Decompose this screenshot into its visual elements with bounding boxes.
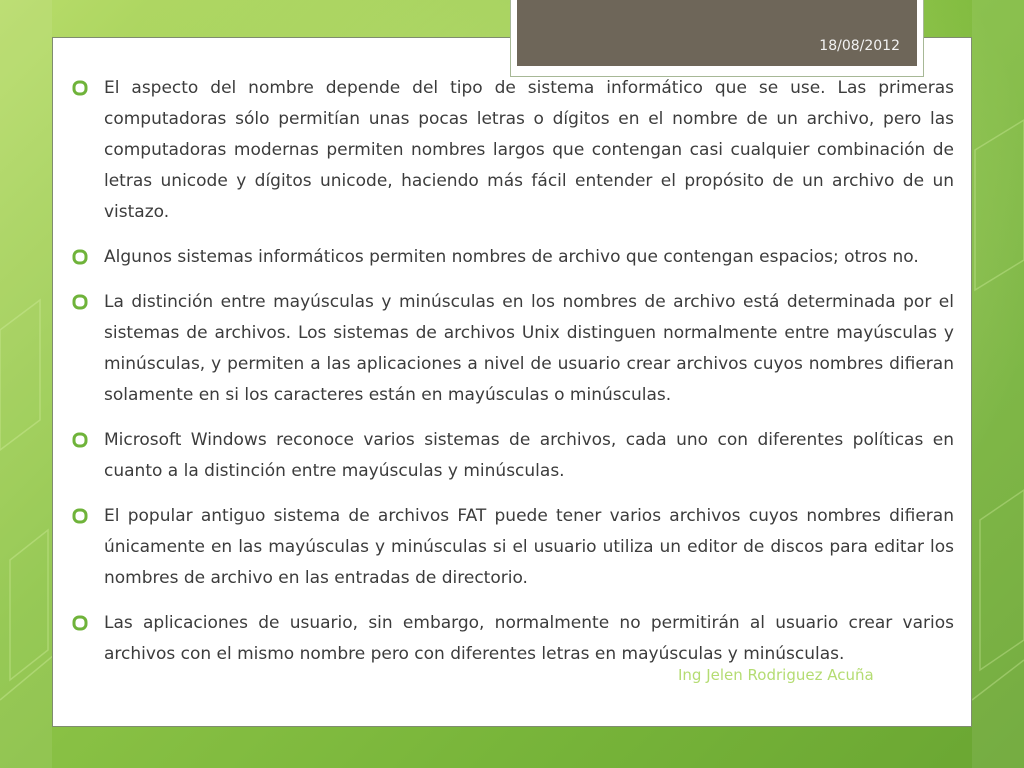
hollow-square-bullet-icon [72, 432, 88, 448]
slide-footer: Ing Jelen Rodriguez Acuña [678, 666, 874, 684]
bullet-text: Algunos sistemas informáticos permiten nombres de archivo que contengan espacios; otros no. [104, 247, 919, 267]
bullet-item-5 [72, 501, 954, 594]
bullet-text: Las aplicaciones de usuario, sin embargo, normalmente no permitirán al usuario crear varios archivos con el mismo nombre pero con diferentes letras en mayúsculas y minúsculas. [104, 613, 954, 664]
bullet-list [72, 73, 954, 684]
bullet-item-4 [72, 425, 954, 487]
bullet-item-6 [72, 608, 954, 670]
header-accent-bar [517, 0, 917, 66]
bullet-item-3 [72, 287, 954, 411]
hollow-square-bullet-icon [72, 80, 88, 96]
hollow-square-bullet-icon [72, 508, 88, 524]
bullet-text: El aspecto del nombre depende del tipo de sistema informático que se use. Las primeras computadoras sólo permitían unas pocas letras o dígitos en el nombre de un archivo, pero las computadoras modernas permiten nombres largos que contengan casi cualquier combinación de letras unicode y dígitos unicode, haciendo más fácil entender el propósito de un archivo de un vistazo. [104, 78, 954, 222]
hollow-square-bullet-icon [72, 615, 88, 631]
bullet-text: El popular antiguo sistema de archivos FAT puede tener varios archivos cuyos nombres difieran únicamente en las mayúsculas y minúsculas si el usuario utiliza un editor de discos para editar los nombres de archivo en las entradas de directorio. [104, 506, 954, 588]
slide-date: 18/08/2012 [819, 38, 900, 54]
bullet-text: Microsoft Windows reconoce varios sistemas de archivos, cada uno con diferentes políticas en cuanto a la distinción entre mayúsculas y minúsculas. [104, 430, 954, 481]
hollow-square-bullet-icon [72, 249, 88, 265]
bullet-item-1 [72, 73, 954, 228]
bullet-text: La distinción entre mayúsculas y minúsculas en los nombres de archivo está determinada por el sistemas de archivos. Los sistemas de archivos Unix distinguen normalmente entre mayúsculas y minúsculas, y permiten a las aplicaciones a nivel de usuario crear archivos cuyos nombres difieran solamente en si los caracteres están en mayúsculas o minúsculas. [104, 292, 954, 405]
bullet-item-2 [72, 242, 954, 273]
hollow-square-bullet-icon [72, 294, 88, 310]
